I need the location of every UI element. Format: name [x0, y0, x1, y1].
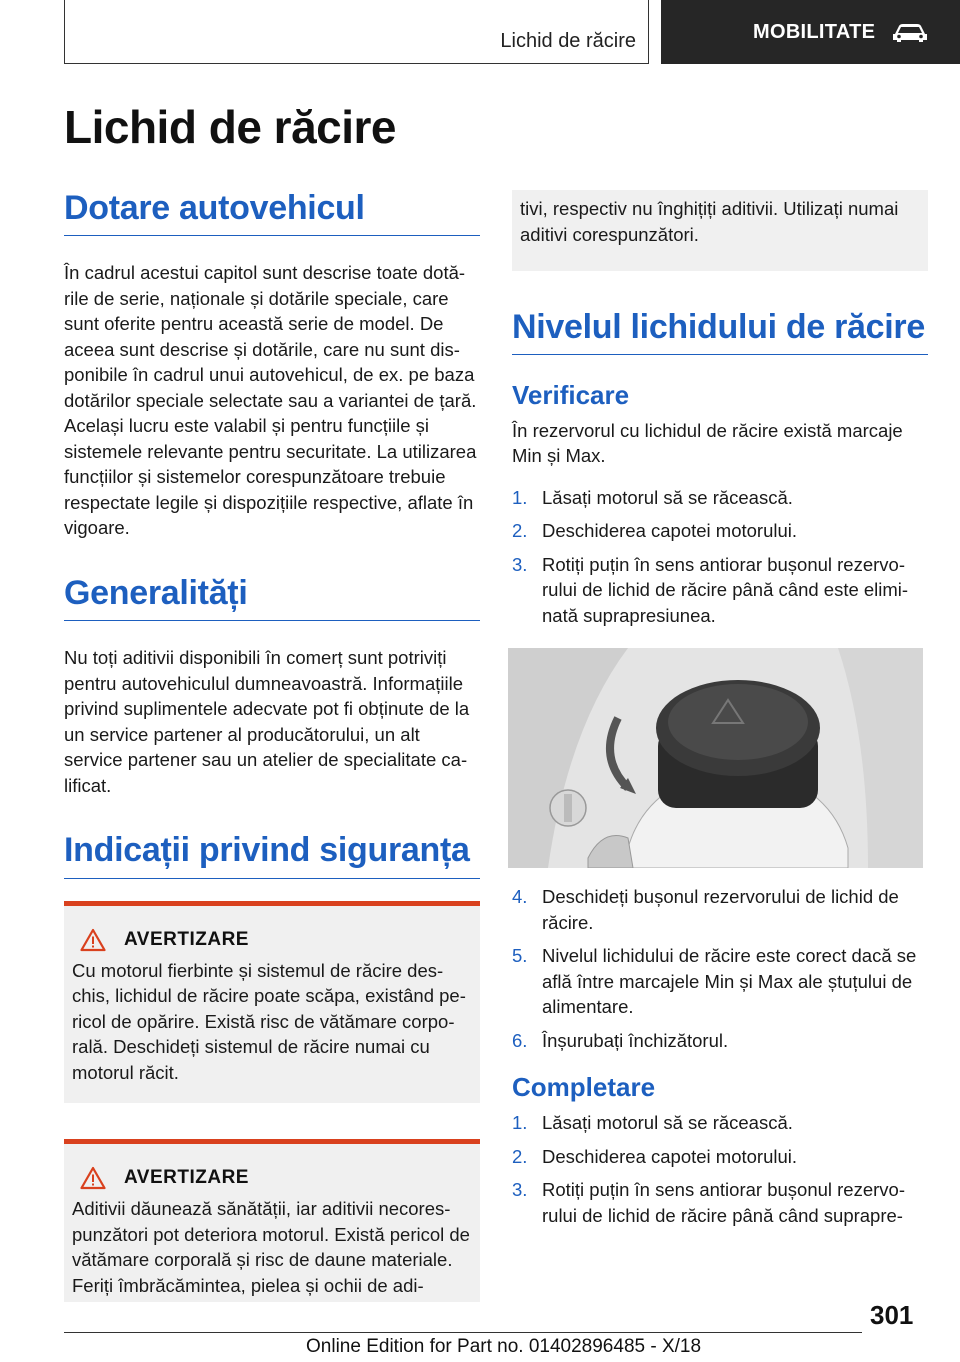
heading-generalitati: Generalități — [64, 575, 480, 621]
warning-triangle-icon — [80, 928, 106, 952]
warning-header — [72, 928, 472, 952]
car-icon — [891, 20, 929, 44]
list-item: 2. Deschiderea capotei motorului. — [512, 1145, 798, 1167]
list-item: 2. Deschiderea capotei motorului. — [512, 520, 798, 542]
warning-header — [72, 1166, 472, 1190]
warning-text: Cu motorul fierbinte și sistemul de răcire deschis, lichidul de răcire poate scăpa, existând pericol de opărire. Există risc de vătămare corporală. Deschideți sistemul de răcire numai cu motorul răcit. — [72, 959, 466, 1083]
warning-title: AVERTIZARE — [124, 1167, 249, 1189]
coolant-reservoir-cap-illustration — [508, 648, 923, 868]
list-item: 6. Înșurubați închizătorul. — [512, 1029, 729, 1051]
footer-divider — [64, 1332, 862, 1333]
warning-triangle-icon — [80, 1166, 106, 1190]
steps-completare — [512, 1110, 928, 1228]
steps-verificare-b — [512, 884, 928, 1053]
page-title: Lichid de răcire — [64, 101, 397, 153]
footer-edition: Online Edition for Part no. 01402896485 - X/18 — [306, 1336, 702, 1357]
warning-title: AVERTIZARE — [124, 928, 249, 950]
heading-verificare: Verificare — [512, 380, 630, 411]
paragraph-dotare: În cadrul acestui capitol sunt descrise toate dotările de serie, naționale și dotările speciale, care sunt oferite pentru această serie de model. De aceea sunt descrise și dotările, care nu sunt disponibile în cadrul unui autovehicul, de ex. pe baza dotărilor speciale selectate sau a variantei de țară. Același lucru este valabil și pentru funcțiile și sistemele relevante pentru securitate. La utilizarea funcțiilor și sistemelor corespunzătoare trebuie respectate legile și dispozițiile respective, aflate în vigoare. — [64, 262, 477, 539]
header-section-label: Lichid de răcire — [500, 30, 636, 52]
list-item: 1. Lăsați motorul să se răcească. — [512, 1112, 793, 1134]
list-item: 3. Rotiți puțin în sens antiorar bușonul rezervorului de lichid de răcire până când este eliminată suprapresiunea. — [512, 553, 909, 626]
heading-dotare: Dotare autovehicul — [64, 190, 480, 236]
paragraph-generalitati: Nu toți aditivii disponibili în comerț sunt potriviți pentru autovehiculul dumneavoastră. Informațiile privind suplimentele adecvate pot fi obținute de la un service partener al producătorului, un alt service partener sau un atelier de specialitate calificat. — [64, 647, 470, 796]
paragraph-verificare: În rezervorul cu lichidul de răcire există marcaje Min și Max. — [512, 419, 903, 467]
steps-verificare-a — [512, 485, 928, 629]
list-item: 1. Lăsați motorul să se răcească. — [512, 486, 793, 508]
warning-box-1 — [64, 901, 480, 1104]
header-category-label: MOBILITATE — [753, 20, 876, 43]
warning-text: Aditivii dăunează sănătății, iar aditivii necorespunzători pot deteriora motorul. Există pericol de vătămare corporală și risc de daune materiale. Feriți îmbrăcămintea, pielea și ochii de adi- — [72, 1198, 470, 1296]
header-category-box — [661, 0, 960, 64]
list-item: 5. Nivelul lichidului de răcire este corect dacă se află între marcajele Min și Max ale ștuțului de alimentare. — [512, 945, 917, 1018]
heading-nivel: Nivelul lichidului de răcire — [512, 309, 928, 355]
heading-completare: Completare — [512, 1072, 656, 1103]
warning-box-2 — [64, 1139, 480, 1302]
page-number: 301 — [870, 1300, 914, 1330]
list-item: 4. Deschideți bușonul rezervorului de lichid de răcire. — [512, 886, 899, 933]
warning-text-continued: tivi, respectiv nu înghițiți aditivii. Utilizați numai aditivi corespunzători. — [520, 198, 899, 245]
header-section-box — [64, 0, 649, 64]
left-column — [64, 190, 480, 1302]
right-column — [512, 190, 928, 1236]
heading-siguranta: Indicații privind siguranța — [64, 832, 480, 878]
list-item: 3. Rotiți puțin în sens antiorar bușonul rezervorului de lichid de răcire până când suprapre- — [512, 1179, 906, 1226]
warning-box-2-continued — [512, 190, 928, 271]
